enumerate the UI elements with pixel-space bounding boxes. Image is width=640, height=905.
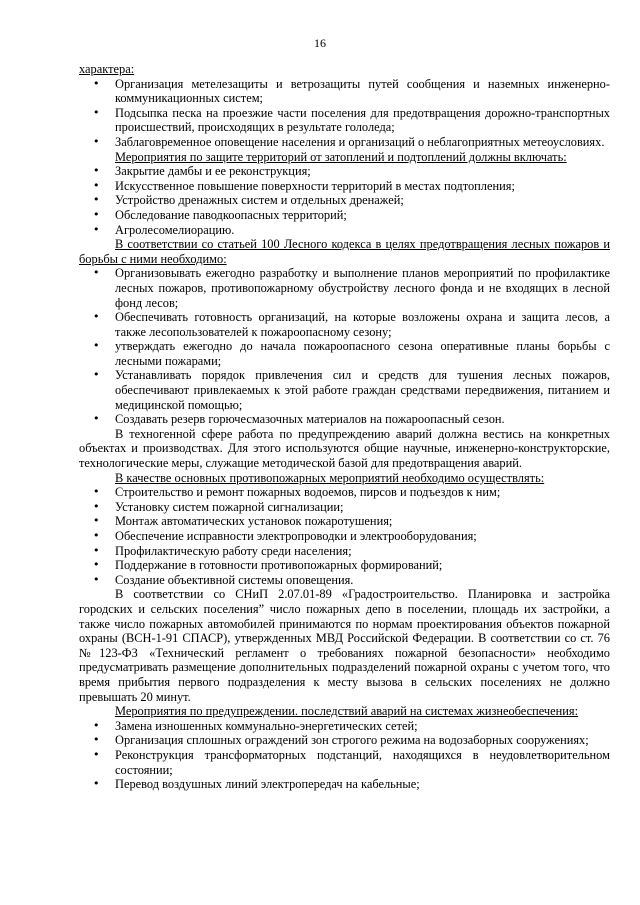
list-item: • Замена изношенных коммунально-энергетических сетей; <box>79 719 610 734</box>
list-item: • Заблаговременное оповещение населения и организаций о неблагоприятных метеоусловиях. <box>79 135 610 150</box>
list-item: • Искусственное повышение поверхности территорий в местах подтопления; <box>79 179 610 194</box>
weather-measures-list <box>79 77 610 150</box>
list-item: • Строительство и ремонт пожарных водоемов, пирсов и подъездов к ним; <box>79 485 610 500</box>
page-content <box>79 62 610 792</box>
list-item: • Поддержание в готовности противопожарных формирований; <box>79 558 610 573</box>
intro-heading: характера: <box>79 62 135 76</box>
list-item: • утверждать ежегодно до начала пожароопасного сезона оперативные планы борьбы с лесными пожарами; <box>79 339 610 368</box>
list-item: • Монтаж автоматических установок пожаротушения; <box>79 514 610 529</box>
flood-section-heading: Мероприятия по защите территорий от затоплений и подтоплений должны включать: <box>115 149 567 164</box>
list-item: • Агролесомелиорацию. <box>79 223 610 238</box>
list-item: • Создание объективной системы оповещения. <box>79 573 610 588</box>
list-item: • Организация сплошных ограждений зон строгого режима на водозаборных сооружениях; <box>79 733 610 748</box>
snip-paragraph: В соответствии со СНиП 2.07.01-89 «Градостроительство. Планировка и застройка городских и сельских поселения” число пожарных депо в поселении, площадь их застройки, а также число пожарных автомобилей принимаются по нормам проектирования объектов пожарной охраны (ВСН-1-91 СПАСР), утвержденных МВД Российской Федерации. В соответствии со ст. 76 №123-ФЗ «Технический регламент о требованиях пожарной безопасности» необходимо предусматривать размещение дополнительных подразделений пожарной охраны с учетом того, что время прибытия первого подразделения к месту вызова в сельских поселениях не должно превышать 20 минут. <box>79 587 610 704</box>
list-item: • Установку систем пожарной сигнализации; <box>79 500 610 515</box>
page-number: 16 <box>314 36 326 50</box>
list-item: • Перевод воздушных линий электропередач на кабельные; <box>79 777 610 792</box>
technogenic-paragraph: В техногенной сфере работа по предупреждению аварий должна вестись на конкретных объектах и производствах. Для этого используются общие научные, инженерно-конструкторские, технологические меры, служащие методической базой для предотвращения аварий. <box>79 426 610 471</box>
fire-measures-list <box>79 485 610 587</box>
fire-section-heading: В качестве основных противопожарных мероприятий необходимо осуществлять: <box>115 470 545 485</box>
list-item: • Обеспечивать готовность организаций, на которые возложены охрана и защита лесов, а также лесопользователей к пожароопасному сезону; <box>79 310 610 339</box>
list-item: • Обследование паводкоопасных территорий; <box>79 208 610 223</box>
list-item: • Закрытие дамбы и ее реконструкция; <box>79 164 610 179</box>
list-item: • Создавать резерв горючесмазочных материалов на пожароопасный сезон. <box>79 412 610 427</box>
list-item: • Организовывать ежегодно разработку и выполнение планов мероприятий по профилактике лесных пожаров, противопожарному обустройству лесного фонда и не входящих в лесной фонд лесов; <box>79 266 610 310</box>
utility-section-heading: Мероприятия по предупреждении. последствий аварий на системах жизнеобеспечения: <box>115 704 579 719</box>
utility-measures-list <box>79 719 610 792</box>
list-item: • Реконструкция трансформаторных подстанций, находящихся в неудовлетворительном состоянии; <box>79 748 610 777</box>
flood-measures-list <box>79 164 610 237</box>
forest-section-heading: В соответствии со статьей 100 Лесного кодекса в целях предотвращения лесных пожаров и борьбы с ними необходимо: <box>79 237 610 266</box>
list-item: • Обеспечение исправности электропроводки и электрооборудования; <box>79 529 610 544</box>
list-item: • Подсыпка песка на проезжие части поселения для предотвращения дорожно-транспортных происшествий, происходящих в результате гололеда; <box>79 106 610 135</box>
forest-measures-list <box>79 266 610 427</box>
list-item: • Устройство дренажных систем и отдельных дренажей; <box>79 193 610 208</box>
list-item: • Организация метелезащиты и ветрозащиты путей сообщения и наземных инженерно-коммуникационных систем; <box>79 77 610 106</box>
list-item: • Профилактическую работу среди населения; <box>79 544 610 559</box>
list-item: • Устанавливать порядок привлечения сил и средств для тушения лесных пожаров, обеспечивают привлекаемых к этой работе граждан средствами передвижения, питанием и медицинской помощью; <box>79 368 610 412</box>
